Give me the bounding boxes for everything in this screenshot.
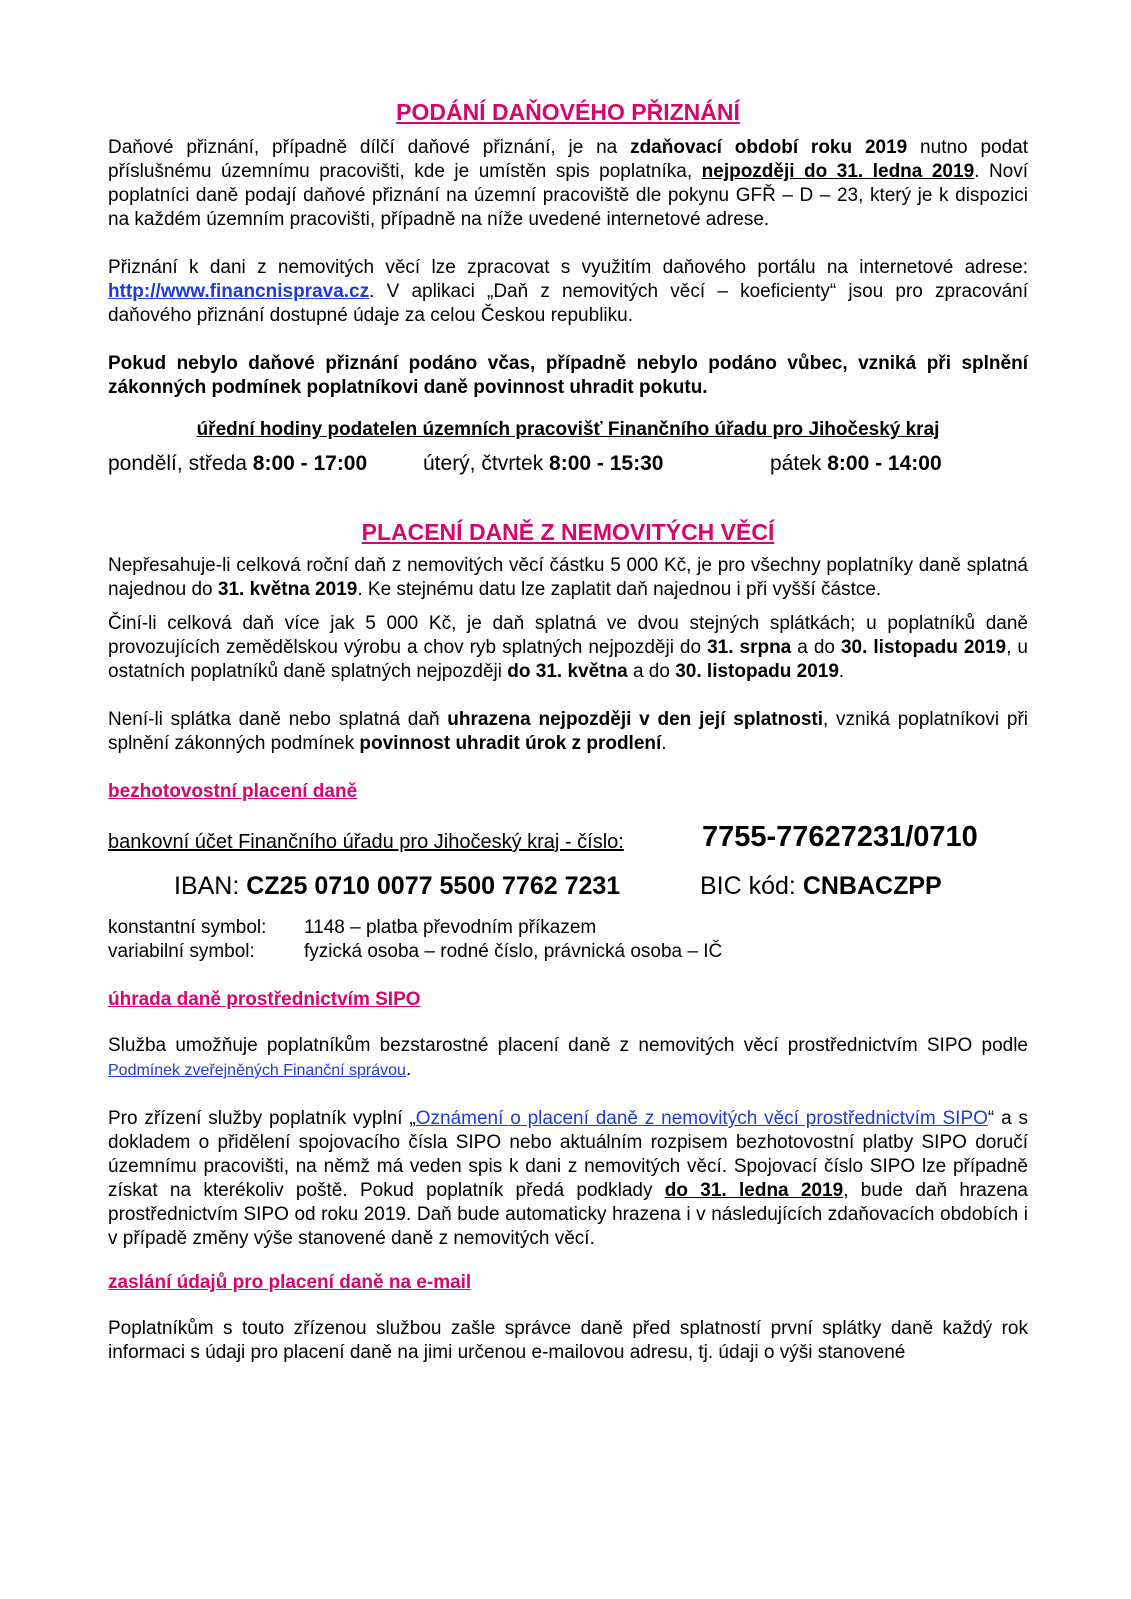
paragraph-single-payment: Nepřesahuje-li celková roční daň z nemovitých věcí částku 5 000 Kč, je pro všechny poplatníky daně splatná najednou do 31. května 2019. Ke stejnému datu lze zaplatit daň najednou i při vyšší částce. (108, 555, 1028, 600)
paragraph-late-interest: Není-li splátka daně nebo splatná daň uhrazena nejpozději v den její splatnosti, vzniká poplatníkovi při splnění zákonných podmínek povinnost uhradit úrok z prodlení. (108, 709, 1028, 754)
section-title-tax-return: PODÁNÍ DAŇOVÉHO PŘIZNÁNÍ (396, 99, 740, 125)
constant-symbol-row (108, 916, 1028, 940)
variable-symbol-value: fyzická osoba – rodné číslo, právnická osoba – IČ (304, 941, 723, 962)
office-hours-row (108, 452, 1028, 482)
constant-symbol-label: konstantní symbol: (108, 917, 267, 938)
bic: BIC kód: CNBACZPP (700, 872, 942, 900)
subtitle-cashless-payment: bezhotovostní placení daně (108, 781, 358, 802)
bank-account-row (108, 820, 1028, 856)
constant-symbol-value: 1148 – platba převodním příkazem (304, 917, 597, 938)
iban-row (108, 870, 1028, 906)
paragraph-penalty: Pokud nebylo daňové přiznání podáno včas, případně nebylo podáno vůbec, vzniká při splnění zákonných podmínek poplatníkovi daně povinnost uhradit pokutu. (108, 353, 1028, 398)
paragraph-sipo-setup: Pro zřízení služby poplatník vyplní „Oznámení o placení daně z nemovitých věcí prostřednictvím SIPO“ a s dokladem o přidělení spojovacího čísla SIPO nebo aktuálním rozpisem bezhotovostní platby SIPO doručí územnímu pracovišti, na němž má veden spis k dani z nemovitých věcí. Spojovací číslo SIPO lze případně získat na kterékoliv poště. Pokud poplatník předá podklady do 31. ledna 2019, bude daň hrazena prostřednictvím SIPO od roku 2019. Daň bude automaticky hrazena i v následujících zdaňovacích obdobích i v případě změny výše stanovené daně z nemovitých věcí. (108, 1108, 1029, 1249)
financnisprava-link[interactable]: http://www.financnisprava.cz (108, 281, 370, 302)
document-page (108, 100, 1028, 1365)
iban: IBAN: CZ25 0710 0077 5500 7762 7231 (174, 872, 621, 900)
bank-account-number: 7755-77627231/0710 (702, 821, 978, 853)
sipo-conditions-link[interactable]: Podmínek zveřejněných Finanční správou (108, 1062, 406, 1079)
office-hours-tue-thu: úterý, čtvrtek 8:00 - 15:30 (423, 452, 664, 475)
paragraph-installments: Činí-li celková daň více jak 5 000 Kč, je daň splatná ve dvou stejných splátkách; u poplatníků daně provozujících zemědělskou výrobu a chov ryb splatných nejpozději do 31. srpna a do 30. listopadu 2019, u ostatních poplatníků daně splatných nejpozději do 31. května a do 30. listopadu 2019. (108, 613, 1028, 682)
section-title-tax-payment: PLACENÍ DANĚ Z NEMOVITÝCH VĚCÍ (361, 519, 775, 545)
sipo-notice-link[interactable]: Oznámení o placení daně z nemovitých věcí prostřednictvím SIPO (415, 1108, 988, 1129)
office-hours-fri: pátek 8:00 - 14:00 (770, 452, 942, 475)
office-hours-mon-wed: pondělí, středa 8:00 - 17:00 (108, 452, 368, 475)
office-hours-title: úřední hodiny podatelen územních pracovišť Finančního úřadu pro Jihočeský kraj (196, 419, 940, 440)
paragraph-email-service: Poplatníkům s touto zřízenou službou zašle správce daně před splatností první splátky daně každý rok informaci s údaji pro placení daně na jimi určenou e-mailovou adresu, tj. údaji o výši stanovené (108, 1318, 1028, 1363)
variable-symbol-row (108, 940, 1028, 964)
paragraph-tax-return-deadline: Daňové přiznání, případně dílčí daňové přiznání, je na zdaňovací období roku 2019 nutno podat příslušnému územnímu pracovišti, kde je umístěn spis poplatníka, nejpozději do 31. ledna 2019. Noví poplatníci daně podají daňové přiznání na územní pracoviště dle pokynu GFŘ – D – 23, který je k dispozici na každém územním pracovišti, případně na níže uvedené internetové adrese. (108, 137, 1029, 230)
bank-account-label: bankovní účet Finančního úřadu pro Jihočeský kraj - číslo: (108, 831, 624, 853)
paragraph-sipo-service: Služba umožňuje poplatníkům bezstarostné placení daně z nemovitých věcí prostřednictvím SIPO podle Podmínek zveřejněných Finanční správou. (108, 1035, 1028, 1080)
variable-symbol-label: variabilní symbol: (108, 941, 255, 962)
paragraph-tax-portal: Přiznání k dani z nemovitých věcí lze zpracovat s využitím daňového portálu na internetové adrese: http://www.financnisprava.cz. V aplikaci „Daň z nemovitých věcí – koeficienty“ jsou pro zpracování daňového přiznání dostupné údaje za celou Českou republiku. (108, 257, 1028, 326)
subtitle-sipo: úhrada daně prostřednictvím SIPO (108, 989, 421, 1010)
subtitle-email: zaslání údajů pro placení daně na e-mail (108, 1272, 472, 1293)
